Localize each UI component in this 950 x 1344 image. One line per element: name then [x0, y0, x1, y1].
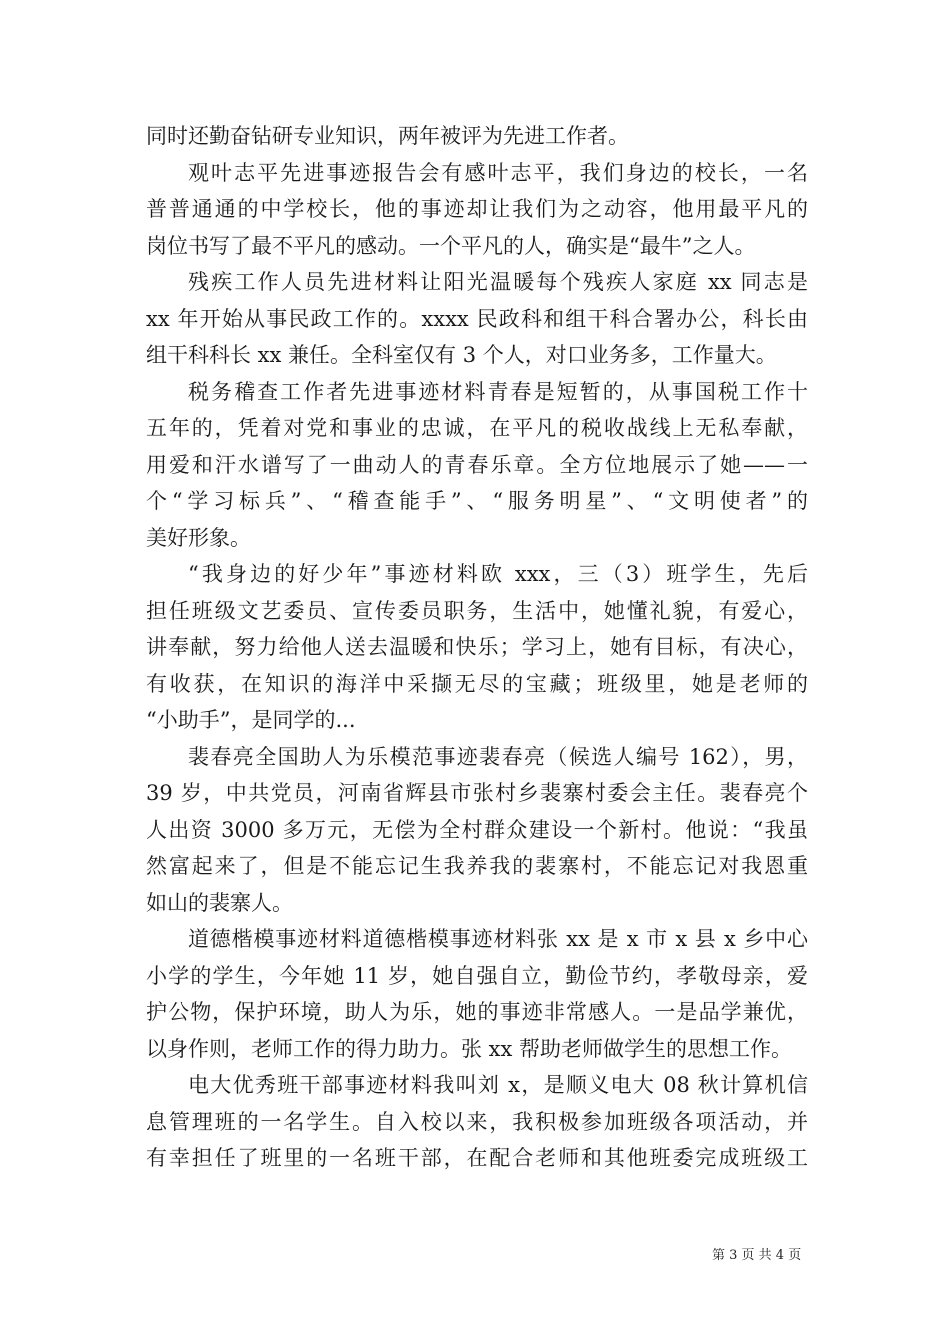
- text-line: “我身边的好少年”事迹材料欧 xxx，三（3）班学生，先后: [188, 562, 808, 586]
- text-line: 有收获，在知识的海洋中采撷无尽的宝藏；班级里，她是老师的: [146, 671, 808, 696]
- text-line: 岗位书写了最不平凡的感动。一个平凡的人，确实是“最牛”之人。: [146, 233, 756, 258]
- text-line: 讲奉献，努力给他人送去温暖和快乐；学习上，她有目标，有决心，: [146, 635, 808, 659]
- paragraph-ye-zhiping: [146, 155, 808, 265]
- paragraph-class-cadre: [146, 1067, 808, 1177]
- text-line: 五年的，凭着对党和事业的忠诚，在平凡的税收战线上无私奉献，: [146, 416, 808, 440]
- text-line: xx 年开始从事民政工作的。xxxx 民政科和组干科合署办公，科长由: [146, 306, 808, 331]
- text-line: 息管理班的一名学生。自入校以来，我积极参加班级各项活动，并: [146, 1109, 808, 1134]
- paragraph-good-youth: [146, 556, 808, 739]
- text-line: 观叶志平先进事迹报告会有感叶志平，我们身边的校长，一名: [188, 160, 808, 185]
- text-line: 以身作则，老师工作的得力助力。张 xx 帮助老师做学生的思想工作。: [146, 1036, 793, 1061]
- text-line: 人出资 3000 多万元，无偿为全村群众建设一个新村。他说：“我虽: [146, 817, 808, 842]
- paragraph-moral-model: [146, 921, 808, 1067]
- text-line: 裴春亮全国助人为乐模范事迹裴春亮（候选人编号 162），男，: [188, 744, 808, 769]
- text-line: 如山的裴寨人。: [146, 890, 293, 915]
- text-line: 护公物，保护环境，助人为乐，她的事迹非常感人。一是品学兼优，: [146, 1000, 808, 1024]
- document-body: [146, 118, 808, 1177]
- paragraph-pei-chunliang: [146, 739, 808, 922]
- paragraph-continuation: [146, 118, 808, 155]
- text-line: 税务稽查工作者先进事迹材料青春是短暂的，从事国税工作十: [188, 379, 808, 404]
- text-line: 美好形象。: [146, 525, 251, 550]
- page-number-footer: [712, 1248, 801, 1264]
- text-line: 小学的学生，今年她 11 岁，她自强自立，勤俭节约，孝敬母亲，爱: [146, 963, 808, 988]
- text-line: 组干科科长 xx 兼任。全科室仅有 3 个人，对口业务多，工作量大。: [146, 343, 777, 367]
- text-line: 电大优秀班干部事迹材料我叫刘 x，是顺义电大 08 秋计算机信: [188, 1073, 808, 1097]
- text-line: 普普通通的中学校长，他的事迹却让我们为之动容，他用最平凡的: [146, 197, 808, 221]
- text-line: 39 岁，中共党员，河南省辉县市张村乡裴寨村委会主任。裴春亮个: [146, 781, 808, 805]
- text-line: 残疾工作人员先进材料让阳光温暖每个残疾人家庭 xx 同志是: [188, 270, 808, 294]
- text-line: 然富起来了，但是不能忘记生我养我的裴寨村，不能忘记对我恩重: [146, 854, 808, 878]
- text-line: 道德楷模事迹材料道德楷模事迹材料张 xx 是 x 市 x 县 x 乡中心: [188, 927, 808, 951]
- text-line: 担任班级文艺委员、宣传委员职务，生活中，她懂礼貌，有爱心，: [146, 598, 808, 623]
- text-line: 个“学习标兵”、“稽查能手”、“服务明星”、“文明使者”的: [146, 489, 808, 513]
- paragraph-tax-inspector: [146, 374, 808, 557]
- text-line: 有幸担任了班里的一名班干部，在配合老师和其他班委完成班级工: [146, 1146, 808, 1170]
- text-line: “小助手”，是同学的...: [146, 708, 356, 732]
- text-line: 用爱和汗水谱写了一曲动人的青春乐章。全方位地展示了她——一: [146, 452, 808, 477]
- page-number-label: 第 3 页 共 4 页: [712, 1248, 802, 1263]
- text-line: 同时还勤奋钻研专业知识，两年被评为先进工作者。: [146, 124, 629, 148]
- paragraph-disability-worker: [146, 264, 808, 374]
